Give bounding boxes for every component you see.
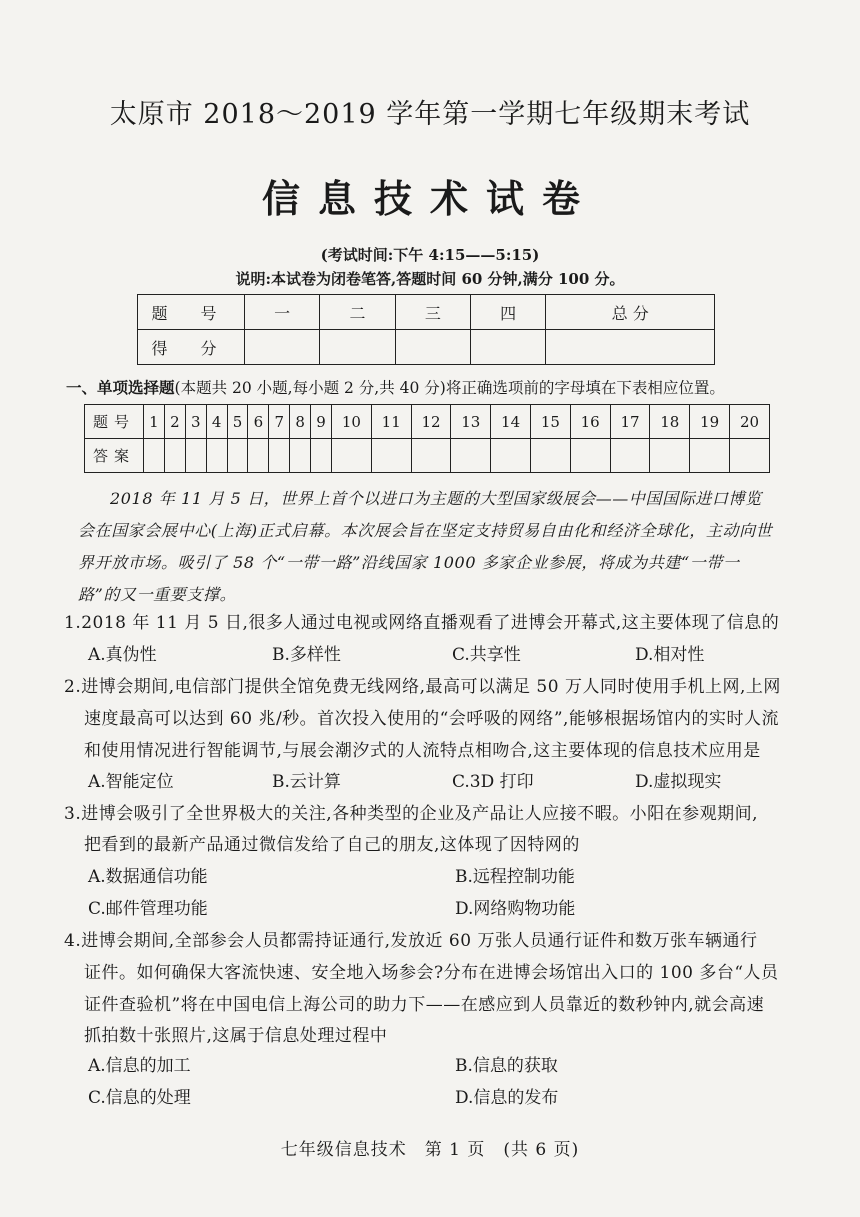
question-4-line-1: 4.进博会期间,全部参会人员都需持证通行,发放近 60 万张人员通行证件和数万张车辆通行: [64, 931, 758, 951]
answer-number-cell: 4: [206, 405, 227, 439]
answer-number-cell: 15: [531, 405, 571, 439]
answer-cell[interactable]: [729, 439, 769, 473]
answer-number-cell: 8: [290, 405, 311, 439]
answer-table: [84, 404, 770, 473]
answer-cell[interactable]: [451, 439, 491, 473]
page-footer: 七年级信息技术 第 1 页 (共 6 页): [280, 1140, 580, 1160]
answer-number-cell: 13: [451, 405, 491, 439]
q1-option-d: D.相对性: [635, 645, 705, 665]
exam-time: (考试时间:下午 4:15——5:15): [320, 246, 540, 264]
score-col-1: 一: [245, 295, 320, 330]
answer-number-cell: 3: [185, 405, 206, 439]
answer-number-cell: 2: [164, 405, 185, 439]
q4-option-b: B.信息的获取: [455, 1056, 558, 1076]
q3-option-d: D.网络购物功能: [455, 899, 576, 919]
answer-cell[interactable]: [531, 439, 571, 473]
score-col-total: 总 分: [546, 295, 715, 330]
score-table: [137, 294, 715, 365]
q4-option-c: C.信息的处理: [88, 1088, 191, 1108]
answer-number-cell: 16: [570, 405, 610, 439]
answer-cell[interactable]: [690, 439, 730, 473]
answer-number-cell: 10: [332, 405, 372, 439]
question-1-stem: 1.2018 年 11 月 5 日,很多人通过电视或网络直播观看了进博会开幕式,这主要体现了信息的: [64, 613, 780, 633]
answer-cell[interactable]: [311, 439, 332, 473]
answer-number-cell: 7: [269, 405, 290, 439]
q3-option-c: C.邮件管理功能: [88, 899, 208, 919]
question-4-line-2: 证件。如何确保大客流快速、安全地入场参会?分布在进博会场馆出入口的 100 多台“人员: [84, 963, 779, 983]
score-col-2: 二: [320, 295, 395, 330]
answer-cell[interactable]: [411, 439, 451, 473]
score-label-score: 得 分: [138, 330, 245, 365]
question-3-line-1: 3.进博会吸引了全世界极大的关注,各种类型的企业及产品让人应接不暇。小阳在参观期间,: [64, 804, 759, 824]
question-2-line-3: 和使用情况进行智能调节,与展会潮汐式的人流特点相吻合,这主要体现的信息技术应用是: [84, 741, 761, 761]
answer-table-answer-row: [85, 439, 770, 473]
score-cell[interactable]: [470, 330, 545, 365]
q3-option-a: A.数据通信功能: [88, 867, 208, 887]
answer-cell[interactable]: [371, 439, 411, 473]
question-2-line-2: 速度最高可以达到 60 兆/秒。首次投入使用的“会呼吸的网络”,能够根据场馆内的实时人流: [84, 709, 779, 729]
answer-cell[interactable]: [164, 439, 185, 473]
answer-label-qnum: 题号: [85, 405, 144, 439]
q3-option-b: B.远程控制功能: [455, 867, 575, 887]
answer-cell[interactable]: [491, 439, 531, 473]
score-cell[interactable]: [245, 330, 320, 365]
answer-cell[interactable]: [650, 439, 690, 473]
score-table-header-row: [138, 295, 715, 330]
question-2-line-1: 2.进博会期间,电信部门提供全馆免费无线网络,最高可以满足 50 万人同时使用手机上网,上网: [64, 677, 781, 697]
answer-table-number-row: [85, 405, 770, 439]
question-4-line-3: 证件查验机”将在中国电信上海公司的助力下——在感应到人员靠近的数秒钟内,就会高速: [84, 995, 765, 1015]
q2-option-c: C.3D 打印: [452, 772, 534, 792]
answer-cell[interactable]: [570, 439, 610, 473]
answer-number-cell: 9: [311, 405, 332, 439]
answer-cell[interactable]: [144, 439, 165, 473]
section1-desc: (本题共 20 小题,每小题 2 分,共 40 分)将正确选项前的字母填在下表相应位置。: [174, 379, 725, 397]
score-col-3: 三: [395, 295, 470, 330]
answer-number-cell: 12: [411, 405, 451, 439]
score-cell[interactable]: [320, 330, 395, 365]
answer-number-cell: 1: [144, 405, 165, 439]
q4-option-d: D.信息的发布: [455, 1088, 559, 1108]
question-3-line-2: 把看到的最新产品通过微信发给了自己的朋友,这体现了因特网的: [84, 835, 580, 855]
question-4-line-4: 抓拍数十张照片,这属于信息处理过程中: [84, 1026, 388, 1046]
answer-number-cell: 17: [610, 405, 650, 439]
answer-number-cell: 18: [650, 405, 690, 439]
paper-title: 信息技术试卷: [261, 177, 598, 221]
score-label-qnum: 题 号: [138, 295, 245, 330]
score-cell[interactable]: [546, 330, 715, 365]
score-table-score-row: [138, 330, 715, 365]
answer-number-cell: 6: [248, 405, 269, 439]
q4-option-a: A.信息的加工: [88, 1056, 191, 1076]
answer-label-answer: 答案: [85, 439, 144, 473]
answer-cell[interactable]: [610, 439, 650, 473]
answer-number-cell: 14: [491, 405, 531, 439]
answer-cell[interactable]: [227, 439, 248, 473]
answer-number-cell: 20: [729, 405, 769, 439]
answer-cell[interactable]: [290, 439, 311, 473]
q1-option-c: C.共享性: [452, 645, 521, 665]
score-cell[interactable]: [395, 330, 470, 365]
answer-number-cell: 19: [690, 405, 730, 439]
q1-option-a: A.真伪性: [88, 645, 157, 665]
section1-instruction: [66, 376, 846, 398]
q2-option-a: A.智能定位: [88, 772, 174, 792]
intro-paragraph: 2018 年 11 月 5 日，世界上首个以进口为主题的大型国家级展会——中国国际进口博览会在国家会展中心(上海)正式启幕。本次展会旨在坚定支持贸易自由化和经济全球化，主动向世界开放市场。吸引了 58 个“一带一路”沿线国家 1000 多家企业参展，将成为共建“一带一路”的又一重要支撑。: [78, 489, 773, 604]
score-col-4: 四: [470, 295, 545, 330]
q1-option-b: B.多样性: [272, 645, 341, 665]
q2-option-d: D.虚拟现实: [635, 772, 722, 792]
exam-note: 说明:本试卷为闭卷笔答,答题时间 60 分钟,满分 100 分。: [235, 270, 625, 288]
section1-heading: 一、单项选择题: [66, 379, 175, 397]
answer-cell[interactable]: [332, 439, 372, 473]
answer-cell[interactable]: [206, 439, 227, 473]
answer-number-cell: 11: [371, 405, 411, 439]
answer-cell[interactable]: [248, 439, 269, 473]
answer-number-cell: 5: [227, 405, 248, 439]
answer-cell[interactable]: [269, 439, 290, 473]
exam-title: 太原市 2018～2019 学年第一学期七年级期末考试: [109, 99, 751, 130]
answer-cell[interactable]: [185, 439, 206, 473]
q2-option-b: B.云计算: [272, 772, 341, 792]
